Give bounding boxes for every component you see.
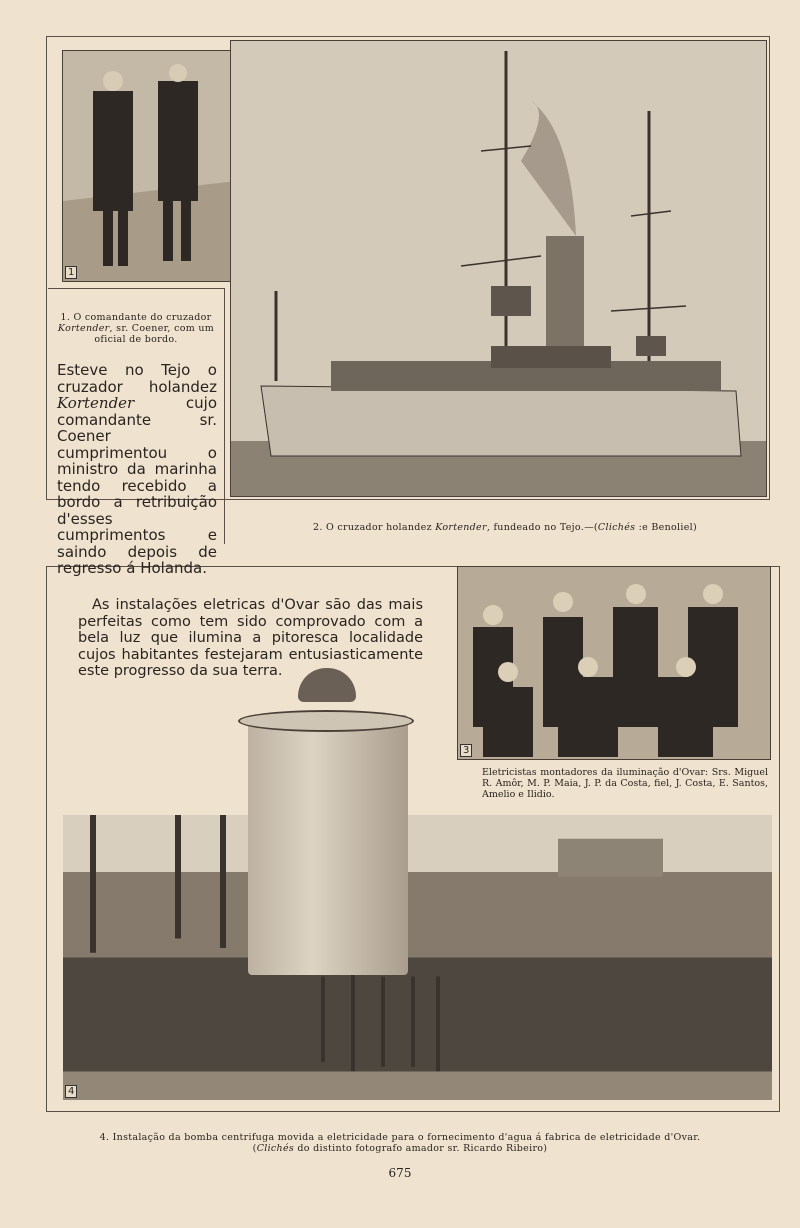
article-text: Esteve no Tejo o cruzador holandez [57, 361, 217, 396]
photo1-caption [54, 312, 218, 345]
article-ovar-intro [78, 597, 423, 680]
photo2-caption [290, 522, 720, 533]
pump-tower [248, 715, 408, 975]
page-number: 675 [388, 1166, 412, 1180]
photo4-caption [40, 1132, 760, 1154]
caption-text: 2. O cruzador holandez [313, 522, 436, 533]
caption-text: do distinto fotografo amador sr. Ricardo Ribeiro) [294, 1143, 548, 1154]
photo-electricians [457, 566, 771, 760]
tower-roof [238, 710, 414, 732]
caption-text: ( [252, 1143, 257, 1154]
photo-number: 1 [65, 266, 77, 279]
photo-pump-installation [63, 815, 772, 1100]
caption-text: , sr. Coener, com um oficial de bordo. [94, 323, 215, 345]
photo-number: 3 [460, 744, 472, 757]
article-text: As instalações eletricas d'Ovar são das mais perfeitas como tem sido comprovado com a bela luz que ilumina a pitoresca localidade cujos habitantes festejaram entusiasticamente este progresso da sua terra. [78, 597, 423, 679]
caption-text: 4. Instalação da bomba centrifuga movida a eletricidade para o fornecimento d'agua á fabrica de eletricidade d'Ovar. [99, 1132, 701, 1143]
photo-number: 4 [65, 1085, 77, 1098]
ship-name: Kortender [57, 394, 135, 412]
ship-name: Kortender [435, 522, 487, 533]
photo-cruiser [230, 40, 767, 497]
photo3-caption [482, 767, 768, 800]
caption-text: , fundeado no Tejo.—( [486, 522, 598, 533]
credit-label: Clichés [256, 1143, 295, 1154]
article-kortender [57, 362, 217, 577]
caption-text: Eletricistas montadores da iluminação d'Ovar: Srs. Miguel R. Amôr, M. P. Maia, J. P. da Costa, fiel, J. Costa, E. Santos, Amelio e Ilidio. [482, 767, 768, 800]
credit-label: Clichés [597, 522, 636, 533]
caption-text: :e Benoliel) [635, 522, 697, 533]
photo4-credit [40, 1143, 760, 1154]
caption-text: 1. O comandante do cruzador [60, 312, 212, 323]
ship-name: Kortender [57, 323, 110, 334]
article-text: cujo comandante sr. Coener cumprimentou o ministro da marinha tendo recebido a bordo a retribuição d'esses cumprimentos e saindo depois de regresso á Holanda. [57, 394, 217, 577]
